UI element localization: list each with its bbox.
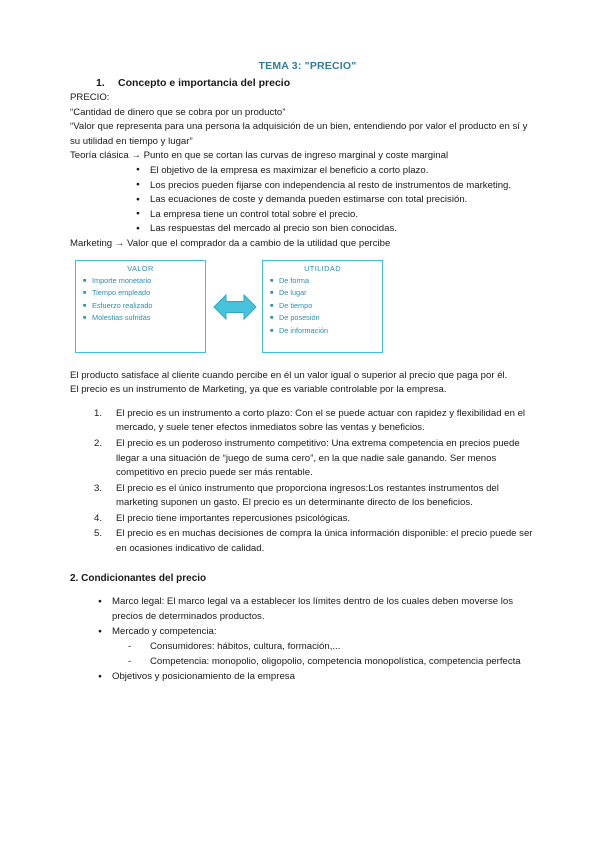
diagram-box-utilidad-title: UTILIDAD <box>304 263 341 273</box>
marketing-line: Marketing → Valor que el comprador da a cambio de la utilidad que percibe <box>70 237 391 249</box>
list-item: ■ De forma <box>270 275 382 288</box>
list-item: ■ De posesión <box>270 312 382 325</box>
list-item: ● Los precios pueden fijarse con independencia al resto de instrumentos de marketing. <box>70 179 535 194</box>
diagram-box-utilidad <box>262 260 383 353</box>
page-title: TEMA 3: "PRECIO" <box>258 60 357 72</box>
precio-instrumento-numbered-list <box>70 407 535 557</box>
document-content <box>70 60 535 684</box>
condicionantes-last-bullet <box>70 669 535 684</box>
list-item: - Competencia: monopolio, oligopolio, competencia monopolística, competencia perfecta <box>70 654 535 669</box>
list-item: ● Marco legal: El marco legal va a establecer los límites dentro de los cuales deben moverse los precios de determinados productos. <box>70 594 535 624</box>
list-item: ■ Esfuerzo realizado <box>83 300 205 313</box>
double-arrow-icon <box>213 292 257 322</box>
diagram-box-valor <box>75 260 206 353</box>
valor-utilidad-diagram <box>70 256 535 356</box>
list-item: ● Las respuestas del mercado al precio son bien conocidas. <box>70 222 535 237</box>
list-item: ● Mercado y competencia: <box>70 624 535 639</box>
section-1-heading-text: Concepto e importancia del precio <box>118 77 291 89</box>
list-item: - Consumidores: hábitos, cultura, formación,... <box>70 639 535 654</box>
list-item: El precio tiene importantes repercusiones psicológicas. <box>116 512 351 524</box>
teoria-clasica-line: Teoría clásica → Punto en que se cortan las curvas de ingreso marginal y coste marginal <box>70 150 449 162</box>
list-item: ■ De tiempo <box>270 300 382 313</box>
list-item: El precio es un poderoso instrumento competitivo: Una extrema competencia en precios puede llegar a una situación de “juego de suma cero”, en la que nadie sale ganando. Ser menos competitivo en precio puede ser más rentable. <box>116 437 520 479</box>
mercado-competencia-sub-bullets <box>70 639 535 669</box>
precio-definition-2: “Valor que representa para una persona la adquisición de un bien, entendiendo por valor el producto en sí y su utilidad en tiempo y lugar” <box>70 121 528 147</box>
list-item: ■ De información <box>270 325 382 338</box>
after-diagram-paragraph-1: El producto satisface al cliente cuando percibe en él un valor igual o superior al precio que paga por él. <box>70 369 508 381</box>
list-item: ● Las ecuaciones de coste y demanda pueden estimarse con total precisión. <box>70 193 535 208</box>
list-item: ● La empresa tiene un control total sobre el precio. <box>70 208 535 223</box>
precio-label: PRECIO: <box>70 92 110 103</box>
diagram-box-valor-list <box>76 275 205 325</box>
list-item: El precio es en muchas decisiones de compra la única información disponible: el precio puede ser en ocasiones indicativo de calidad. <box>116 528 533 555</box>
list-item: ● Objetivos y posicionamiento de la empresa <box>70 669 535 684</box>
list-item: ● El objetivo de la empresa es maximizar el beneficio a corto plazo. <box>70 164 535 179</box>
list-item: ■ De lugar <box>270 287 382 300</box>
diagram-box-valor-title: VALOR <box>127 263 154 273</box>
list-item: ■ Molestias sufridas <box>83 312 205 325</box>
section-1-number: 1. <box>96 77 105 89</box>
condicionantes-bullets <box>70 594 535 639</box>
list-item: ■ Tiempo empleado <box>83 287 205 300</box>
precio-definition-1: “Cantidad de dinero que se cobra por un producto” <box>70 106 286 118</box>
list-item: El precio es el único instrumento que proporciona ingresos:Los restantes instrumentos del marketing suponen un gasto. El precio es un determinante directo de los beneficios. <box>116 482 499 509</box>
after-diagram-paragraph-2: El precio es un instrumento de Marketing, ya que es variable controlable por la empresa. <box>70 384 447 396</box>
section-2-heading: 2. Condicionantes del precio <box>70 572 207 584</box>
list-item: ■ Importe monetario <box>83 275 205 288</box>
diagram-box-utilidad-list <box>263 275 382 338</box>
teoria-clasica-bullets <box>70 164 535 237</box>
list-item: El precio es un instrumento a corto plazo: Con el se puede actuar con rapidez y flexibilidad en el mercado, y suele tener efectos inmediatos sobre las ventas y beneficios. <box>116 407 526 434</box>
section-1-heading <box>70 77 535 89</box>
